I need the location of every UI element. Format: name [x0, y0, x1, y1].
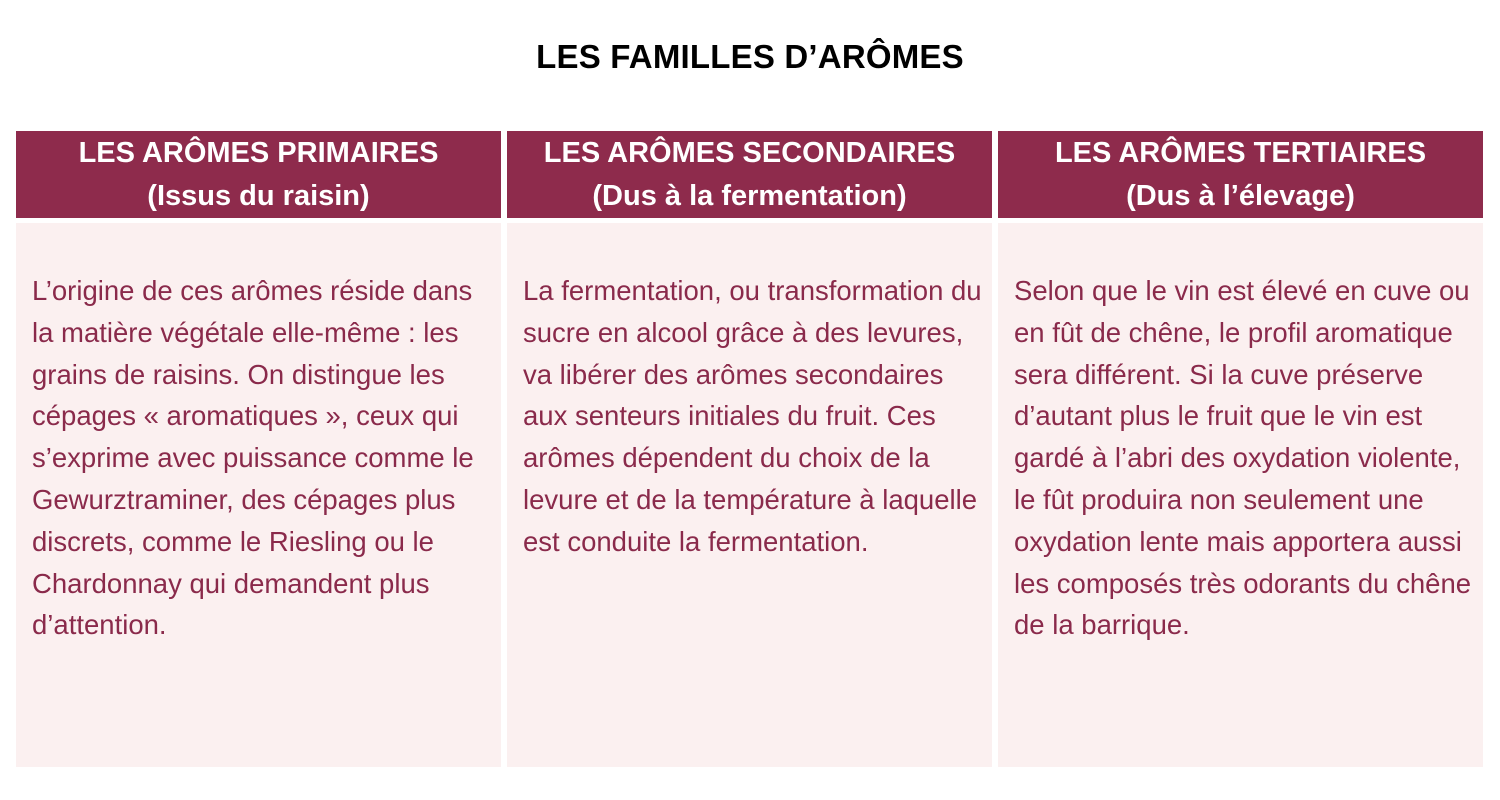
column-body-secondary: La fermentation, ou transformation du sucre en alcool grâce à des levures, va libérer des arômes secondaires aux senteurs initiales du fruit. Ces arômes dépendent du choix de la levure et de la température à laquelle est conduite la fermentation.: [507, 223, 992, 767]
column-body-primary: L’origine de ces arômes réside dans la matière végétale elle-même : les grains de raisins. On distingue les cépages « aromatiques », ceux qui s’exprime avec puissance comme le Gewurztraminer, des cépages plus discrets, comme le Riesling ou le Chardonnay qui demandent plus d’attention.: [16, 223, 501, 767]
column-secondary-aromas: [507, 131, 992, 767]
column-header-tertiary: [998, 131, 1483, 218]
column-tertiary-aromas: [998, 131, 1483, 767]
column-header-secondary: [507, 131, 992, 218]
column-heading: LES ARÔMES TERTIAIRES: [1054, 137, 1427, 169]
column-heading: LES ARÔMES PRIMAIRES: [78, 137, 439, 169]
aroma-families-table: [16, 131, 1483, 767]
column-primary-aromas: [16, 131, 501, 767]
column-subheading: (Dus à la fermentation): [592, 180, 907, 212]
column-subheading: (Dus à l’élevage): [1126, 180, 1355, 212]
column-header-primary: [16, 131, 501, 218]
column-subheading: (Issus du raisin): [147, 180, 370, 212]
column-body-tertiary: Selon que le vin est élevé en cuve ou en fût de chêne, le profil aromatique sera différent. Si la cuve préserve d’autant plus le fruit que le vin est gardé à l’abri des oxydation violente, le fût produira non seulement une oxydation lente mais apportera aussi les composés très odorants du chêne de la barrique.: [998, 223, 1483, 767]
page-title: LES FAMILLES D’ARÔMES: [536, 38, 964, 75]
column-heading: LES ARÔMES SECONDAIRES: [543, 137, 956, 169]
